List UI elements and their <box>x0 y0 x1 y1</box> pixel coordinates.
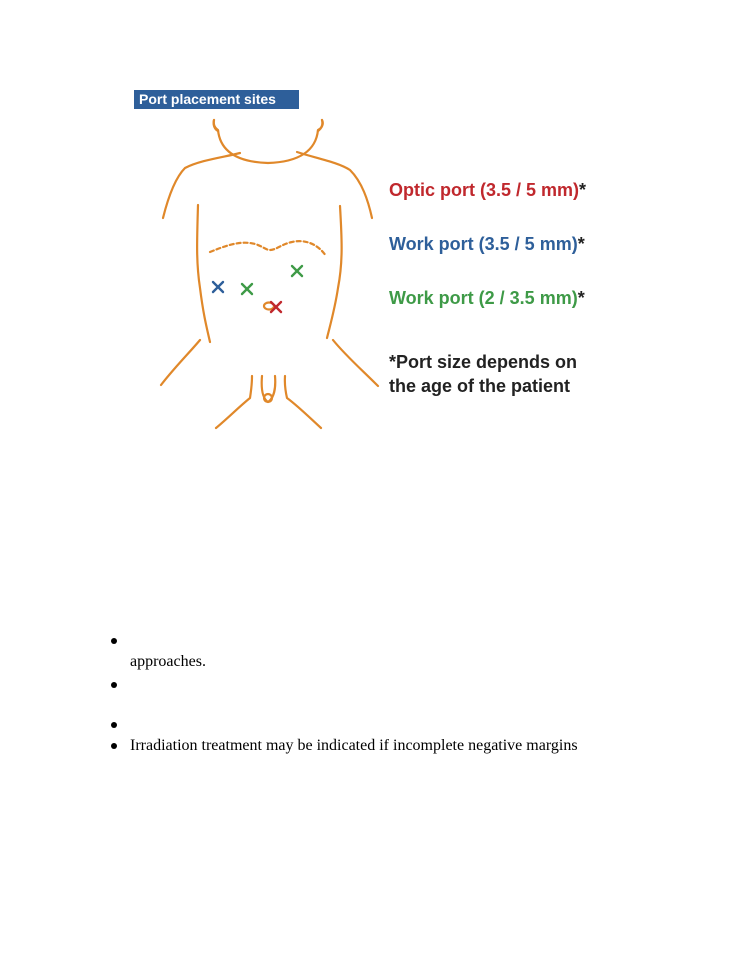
list-item <box>111 735 578 756</box>
port-placement-figure <box>0 0 741 460</box>
bullet-dot <box>111 638 117 644</box>
right-leg-outline <box>285 376 321 428</box>
work-port-blue-marker <box>213 282 223 292</box>
list-item <box>111 674 578 714</box>
costal-margin-line <box>210 241 326 256</box>
legend-work-blue-label: Work port (3.5 / 5 mm) <box>389 234 578 254</box>
list-item <box>111 630 578 674</box>
figure-title: Port placement sites <box>134 90 299 109</box>
right-torso-outline <box>327 206 342 338</box>
legend-work-green-star: * <box>577 288 585 308</box>
legend-optic-label: Optic port (3.5 / 5 mm) <box>389 180 580 200</box>
port-size-note <box>389 350 689 398</box>
list-item-text: approaches. <box>130 653 206 670</box>
note-line-1: *Port size depends on <box>389 352 578 372</box>
bullet-list <box>111 630 578 756</box>
left-arm-outline <box>161 340 200 385</box>
optic-port-marker <box>271 302 281 312</box>
left-shoulder-outline <box>163 153 240 218</box>
legend-work-port-blue <box>389 234 585 255</box>
note-line-2: the age of the patient <box>389 376 571 396</box>
work-port-green-marker-left <box>242 284 252 294</box>
legend-optic-port <box>389 180 586 201</box>
legend-work-port-green <box>389 288 585 309</box>
list-item-text: Irradiation treatment may be indicated if incomplete negative margins <box>130 737 578 754</box>
legend-optic-star: * <box>579 180 587 200</box>
left-torso-outline <box>197 205 210 342</box>
bullet-dot <box>111 722 117 728</box>
bullet-dot <box>111 743 117 749</box>
bullet-dot <box>111 682 117 688</box>
right-shoulder-outline <box>297 152 372 218</box>
left-leg-outline <box>216 376 252 428</box>
legend-work-blue-star: * <box>577 234 585 254</box>
head-outline <box>214 120 323 163</box>
work-port-green-marker-right <box>292 266 302 276</box>
legend-work-green-label: Work port (2 / 3.5 mm) <box>389 288 578 308</box>
right-arm-outline <box>333 340 378 386</box>
list-item <box>111 714 578 735</box>
